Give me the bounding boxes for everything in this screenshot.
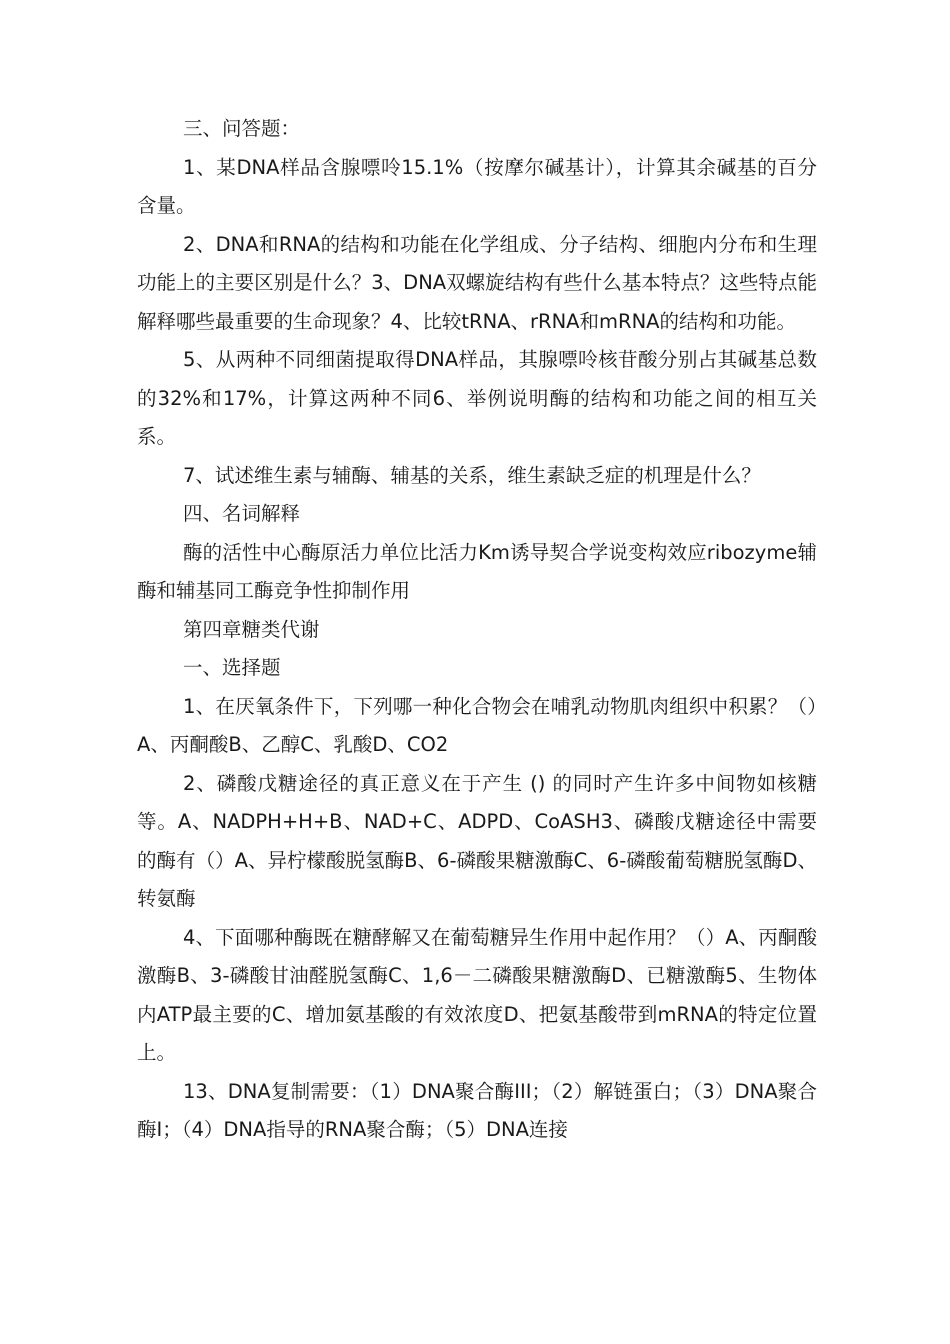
section-heading-terms: 四、名词解释 xyxy=(183,502,301,525)
question-1: 1、某DNA样品含腺嘌呤15.1%（按摩尔碱基计），计算其余碱基的百分含量。 xyxy=(137,155,817,217)
question-2-4: 2、DNA和RNA的结构和功能在化学组成、分子结构、细胞内分布和生理功能上的主要区别是什么？3、DNA双螺旋结构有些什么基本特点？这些特点能解释哪些最重要的生命现象？4、比较tRNA、rRNA和mRNA的结构和功能。 xyxy=(137,232,817,333)
section-heading-choice: 一、选择题 xyxy=(183,656,281,679)
section-heading-qa: 三、问答题： xyxy=(183,117,301,140)
terms-list: 酶的活性中心酶原活力单位比活力Km诱导契合学说变构效应ribozyme辅酶和辅基同工酶竞争性抑制作用 xyxy=(137,540,817,602)
choice-question-13: 13、DNA复制需要：（1）DNA聚合酶III；（2）解链蛋白；（3）DNA聚合酶Ⅰ；（4）DNA指导的RNA聚合酶；（5）DNA连接 xyxy=(137,1079,817,1141)
choice-question-4-5: 4、下面哪种酶既在糖酵解又在葡萄糖异生作用中起作用？（）A、丙酮酸激酶B、3-磷酸甘油醛脱氢酶C、1,6－二磷酸果糖激酶D、已糖激酶5、生物体内ATP最主要的C、增加氨基酸的有效浓度D、把氨基酸带到mRNA的特定位置上。 xyxy=(137,925,817,1064)
choice-question-2-3: 2、磷酸戊糖途径的真正意义在于产生 () 的同时产生许多中间物如核糖等。A、NADPH+H+B、NAD+C、ADPD、CoASH3、磷酸戊糖途径中需要的酶有（）A、异柠檬酸脱氢酶B、6-磷酸果糖激酶C、6-磷酸葡萄糖脱氢酶D、转氨酶 xyxy=(137,771,817,910)
choice-question-1: 1、在厌氧条件下，下列哪一种化合物会在哺乳动物肌肉组织中积累？（）A、丙酮酸B、乙醇C、乳酸D、CO2 xyxy=(137,694,817,756)
question-5-6: 5、从两种不同细菌提取得DNA样品，其腺嘌呤核苷酸分别占其碱基总数的32%和17%，计算这两种不同6、举例说明酶的结构和功能之间的相互关系。 xyxy=(137,348,817,448)
question-7: 7、试述维生素与辅酶、辅基的关系，维生素缺乏症的机理是什么？ xyxy=(183,463,761,487)
chapter-title: 第四章糖类代谢 xyxy=(183,617,320,641)
document-body xyxy=(137,110,817,1150)
